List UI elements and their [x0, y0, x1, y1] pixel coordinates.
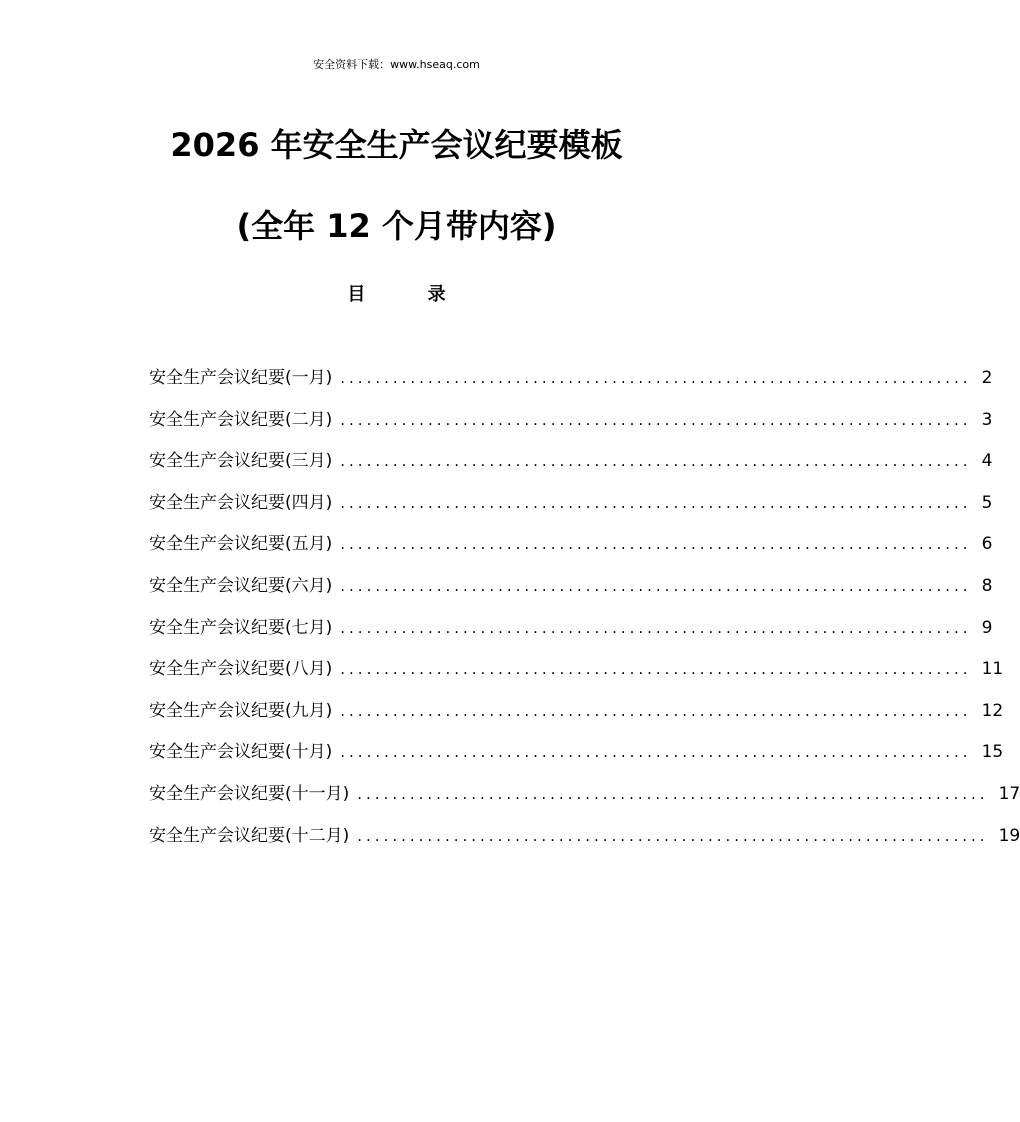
toc-item-label: 安全生产会议纪要(八月)	[149, 659, 333, 680]
toc-item-april[interactable]	[149, 491, 993, 533]
toc-item-page: 9	[981, 617, 993, 638]
toc-item-label: 安全生产会议纪要(一月)	[149, 368, 333, 388]
toc-item-september[interactable]	[149, 699, 1004, 741]
toc-leader-dots: ........................................................................	[357, 784, 989, 803]
document-title: 2026 年安全生产会议纪要模板	[170, 126, 623, 164]
toc-leader-dots: ........................................................................	[340, 576, 972, 595]
table-of-contents	[149, 366, 1020, 865]
toc-leader-dots: ........................................................................	[357, 826, 989, 845]
toc-leader-dots: ........................................................................	[340, 452, 972, 471]
toc-item-label: 安全生产会议纪要(三月)	[149, 451, 333, 472]
toc-item-page: 4	[981, 451, 993, 472]
toc-item-page: 11	[981, 659, 1004, 680]
toc-leader-dots: ........................................................................	[340, 701, 972, 720]
toc-item-october[interactable]	[149, 740, 1004, 782]
toc-item-page: 8	[981, 575, 993, 596]
toc-item-page: 6	[981, 534, 993, 555]
toc-item-may[interactable]	[149, 532, 993, 574]
toc-item-page: 19	[998, 825, 1020, 846]
toc-item-page: 5	[981, 492, 993, 513]
toc-item-february[interactable]	[149, 408, 993, 450]
toc-item-june[interactable]	[149, 574, 993, 616]
toc-item-page: 17	[998, 783, 1020, 804]
toc-leader-dots: ........................................................................	[340, 660, 972, 679]
toc-item-january[interactable]	[149, 366, 993, 408]
toc-item-label: 安全生产会议纪要(十二月)	[149, 825, 350, 846]
toc-leader-dots: ........................................................................	[340, 535, 972, 554]
toc-leader-dots: ........................................................................	[340, 493, 972, 512]
toc-item-page: 15	[981, 742, 1004, 763]
toc-item-march[interactable]	[149, 449, 993, 491]
toc-item-label: 安全生产会议纪要(十月)	[149, 742, 333, 763]
toc-item-page: 3	[981, 409, 993, 430]
toc-heading: 目 录	[347, 284, 474, 305]
toc-item-label: 安全生产会议纪要(十一月)	[149, 783, 350, 804]
toc-item-july[interactable]	[149, 616, 993, 658]
page-header: 安全资料下载：www.hseaq.com	[313, 58, 480, 71]
toc-item-label: 安全生产会议纪要(五月)	[149, 534, 333, 555]
toc-item-december[interactable]	[149, 824, 1020, 866]
document-subtitle: (全年 12 个月带内容)	[236, 207, 557, 245]
toc-item-november[interactable]	[149, 782, 1020, 824]
toc-item-august[interactable]	[149, 657, 1004, 699]
toc-leader-dots: ........................................................................	[340, 410, 972, 429]
toc-item-label: 安全生产会议纪要(六月)	[149, 575, 333, 596]
toc-item-label: 安全生产会议纪要(二月)	[149, 409, 333, 430]
toc-leader-dots: ........................................................................	[340, 369, 972, 387]
toc-item-label: 安全生产会议纪要(四月)	[149, 492, 333, 513]
toc-item-label: 安全生产会议纪要(七月)	[149, 617, 333, 638]
toc-leader-dots: ........................................................................	[340, 743, 972, 762]
toc-item-page: 12	[981, 700, 1004, 721]
toc-leader-dots: ........................................................................	[340, 618, 972, 637]
toc-item-label: 安全生产会议纪要(九月)	[149, 700, 333, 721]
toc-item-page: 2	[981, 368, 993, 388]
